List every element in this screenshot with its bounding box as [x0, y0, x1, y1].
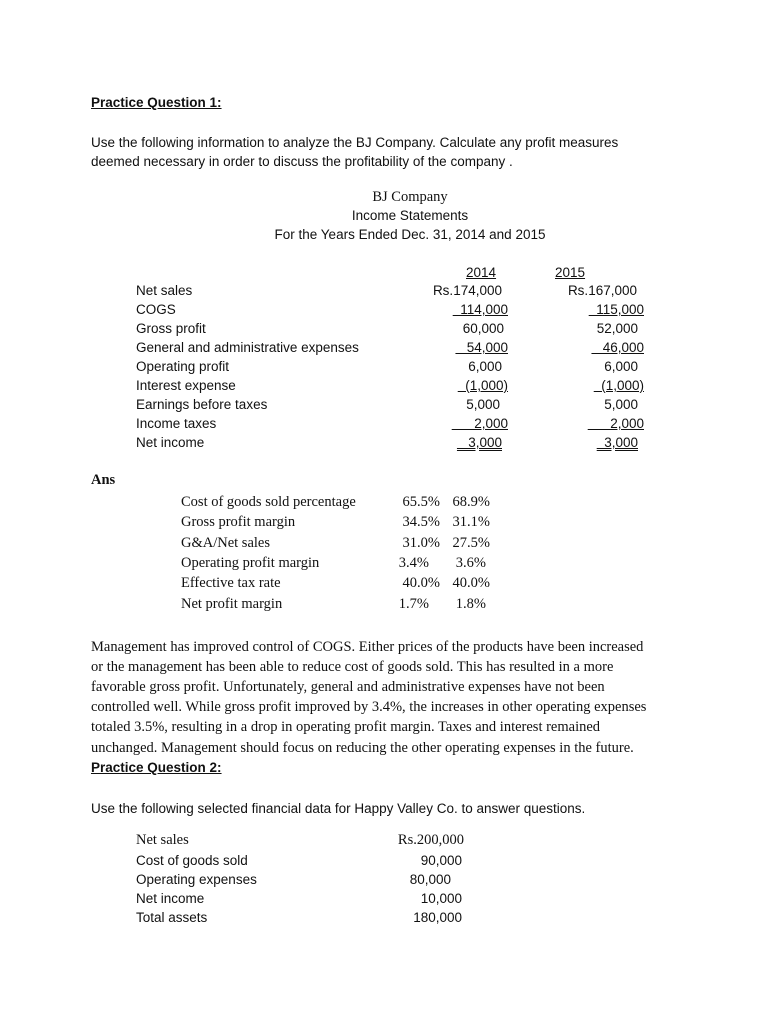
value-2014: 54,000 — [455, 340, 508, 355]
table-row — [0, 340, 768, 359]
statement-title: Income Statements — [351, 208, 469, 223]
value-2014: 6,000 — [468, 359, 502, 374]
row-value: 80,000 — [409, 872, 451, 887]
table-row — [0, 596, 768, 615]
ratio-value-2015: 40.0% — [452, 575, 490, 591]
value-2015: (1,000) — [593, 378, 644, 393]
table-row — [0, 514, 768, 533]
ratio-label: G&A/Net sales — [181, 535, 270, 551]
discussion-line: totaled 3.5%, resulting in a drop in operating profit margin. Taxes and interest remained — [91, 719, 601, 735]
value-2014: 114,000 — [452, 302, 508, 317]
table-row — [0, 416, 768, 435]
row-label: Cost of goods sold — [136, 853, 248, 868]
ratio-label: Effective tax rate — [181, 575, 281, 591]
table-row — [0, 555, 768, 574]
table-row — [0, 283, 768, 302]
ratio-label: Cost of goods sold percentage — [181, 494, 356, 510]
row-label: General and administrative expenses — [136, 340, 359, 355]
ans-label: Ans — [91, 472, 116, 488]
value-2014: 2,000 — [451, 416, 508, 431]
table-row — [0, 494, 768, 513]
row-label: Operating profit — [136, 359, 230, 374]
row-label: Earnings before taxes — [136, 397, 268, 412]
table-row — [0, 535, 768, 554]
q2-heading: Practice Question 2: — [91, 760, 222, 775]
ratio-value-2014: 3.4% — [398, 555, 429, 571]
table-row — [0, 872, 768, 891]
discussion-line: Management has improved control of COGS. Either prices of the products have been increased — [91, 639, 644, 655]
table-row — [0, 435, 768, 454]
value-2015: 5,000 — [604, 397, 638, 412]
row-label: Total assets — [136, 910, 208, 925]
table-row — [0, 302, 768, 321]
discussion-line: favorable gross profit. Unfortunately, general and administrative expenses have not been — [91, 679, 605, 695]
table-row — [0, 891, 768, 910]
row-label: Net income — [136, 435, 205, 450]
row-label: Net income — [136, 891, 205, 906]
ratio-value-2014: 1.7% — [398, 596, 429, 612]
ratio-label: Net profit margin — [181, 596, 283, 612]
ratio-value-2015: 31.1% — [452, 514, 490, 530]
ratio-value-2014: 40.0% — [402, 575, 440, 591]
discussion-line: controlled well. While gross profit improved by 3.4%, the increases in other operating expenses — [91, 699, 647, 715]
value-2015: 3,000 — [596, 435, 638, 450]
ratio-value-2015: 68.9% — [452, 494, 490, 510]
col-header-2015: 2015 — [555, 265, 586, 280]
row-label: Net sales — [136, 283, 193, 298]
ratio-value-2014: 34.5% — [402, 514, 440, 530]
row-value: 10,000 — [420, 891, 462, 906]
value-2015: 46,000 — [591, 340, 644, 355]
company-name: BJ Company — [372, 189, 448, 205]
row-label: Gross profit — [136, 321, 206, 336]
value-2014: 5,000 — [466, 397, 500, 412]
q1-intro-line-1: Use the following information to analyze the BJ Company. Calculate any profit measures — [91, 135, 619, 150]
value-2014: 60,000 — [462, 321, 504, 336]
value-2015: 52,000 — [596, 321, 638, 336]
table-row — [0, 575, 768, 594]
table-row — [0, 321, 768, 340]
col-header-2014: 2014 — [466, 265, 497, 280]
row-label: Interest expense — [136, 378, 236, 393]
table-row — [0, 910, 768, 929]
row-label: COGS — [136, 302, 176, 317]
discussion-line: unchanged. Management should focus on reducing the other operating expenses in the future. — [91, 740, 634, 756]
value-2015: 115,000 — [588, 302, 644, 317]
q2-intro: Use the following selected financial data for Happy Valley Co. to answer questions. — [91, 801, 586, 816]
ratio-label: Operating profit margin — [181, 555, 320, 571]
discussion-line: or the management has been able to reduce cost of goods sold. This has resulted in a more — [91, 659, 614, 675]
value-2015: 6,000 — [604, 359, 638, 374]
q1-heading: Practice Question 1: — [91, 95, 222, 110]
value-2014: (1,000) — [457, 378, 508, 393]
table-row — [0, 853, 768, 872]
value-2015: 2,000 — [587, 416, 644, 431]
row-label: Net sales — [136, 832, 189, 848]
row-value: Rs.200,000 — [397, 832, 464, 848]
table-row — [0, 832, 768, 851]
row-label: Income taxes — [136, 416, 217, 431]
value-2014: 3,000 — [456, 435, 502, 450]
ratio-label: Gross profit margin — [181, 514, 296, 530]
ratio-value-2015: 1.8% — [455, 596, 486, 612]
q1-intro-line-2: deemed necessary in order to discuss the profitability of the company . — [91, 154, 513, 169]
ratio-value-2015: 3.6% — [455, 555, 486, 571]
ratio-value-2014: 65.5% — [402, 494, 440, 510]
table-row — [0, 378, 768, 397]
statement-period: For the Years Ended Dec. 31, 2014 and 2015 — [274, 227, 546, 242]
row-value: 90,000 — [420, 853, 462, 868]
row-value: 180,000 — [413, 910, 462, 925]
value-2014: Rs.174,000 — [432, 283, 502, 298]
value-2015: Rs.167,000 — [567, 283, 637, 298]
ratio-value-2014: 31.0% — [402, 535, 440, 551]
table-row — [0, 397, 768, 416]
ratio-value-2015: 27.5% — [452, 535, 490, 551]
table-row — [0, 359, 768, 378]
row-label: Operating expenses — [136, 872, 257, 887]
